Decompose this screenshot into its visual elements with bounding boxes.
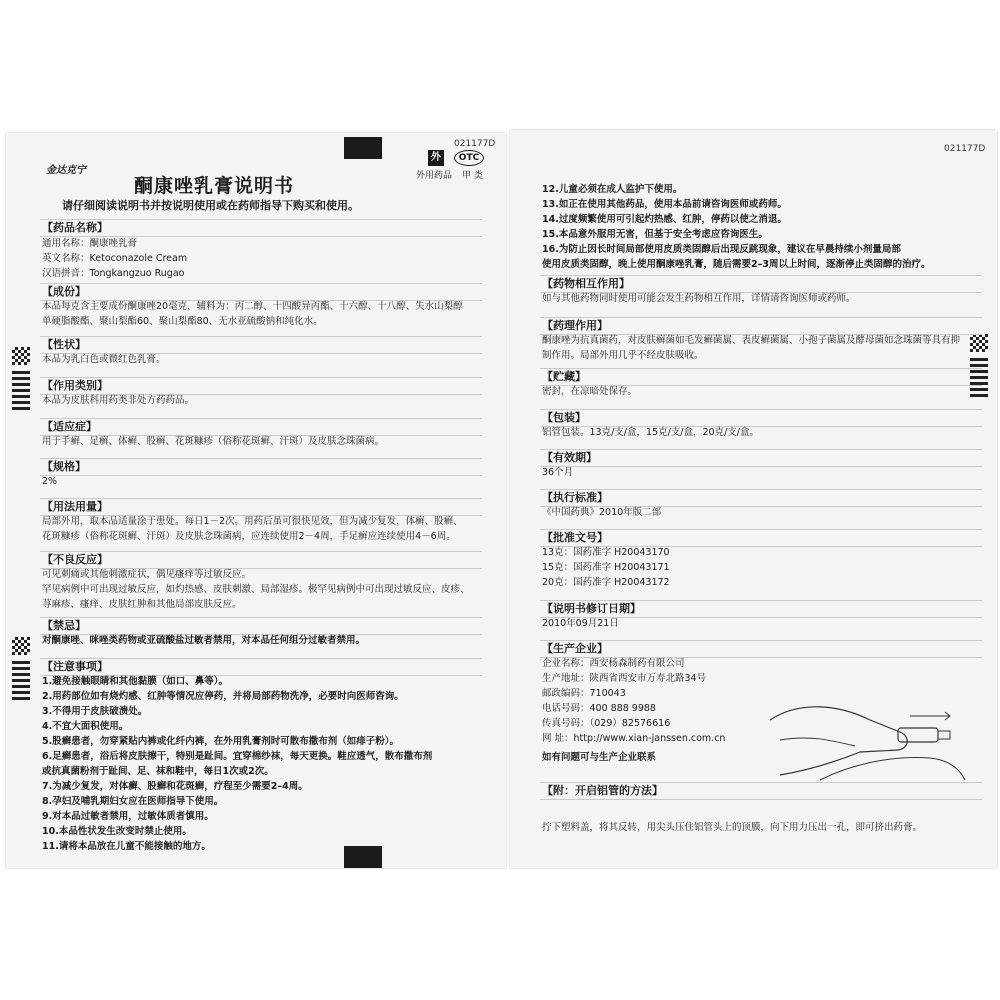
section-dosage-head: 【用法用量】 [40,498,482,516]
section-name-head: 【药品名称】 [40,219,482,237]
otc-class-label: 甲 类 [462,171,483,181]
section-interactions-body: 如与其他药物同时使用可能会发生药物相互作用，详情请咨询医师或药师。 [542,293,856,304]
barcode-icon [12,371,30,411]
tube-opening-illustration [760,680,980,790]
section-properties-body: 本品为乳白色或微红色乳膏。 [42,354,166,365]
section-pharmacology-body: 酮康唑为抗真菌药，对皮肤癣菌如毛发癣菌属、表皮癣菌属、小孢子菌属及酵母菌如念珠菌等具有抑 制作用。局部外用几乎不经皮肤吸收。 [542,335,961,361]
section-opening-head: 【附：开启铝管的方法】 [540,782,982,800]
section-storage-body: 密封，在凉暗处保存。 [542,386,638,397]
section-approval-body: 13克：国药准字 H20043170 15克：国药准字 H20043171 20克：国药准字 H20043172 [542,547,670,588]
leaflet-title: 酮康唑乳膏说明书 [134,175,295,197]
section-category-body: 本品为皮肤科用药类非处方药药品。 [42,395,195,406]
section-category-head: 【作用类别】 [40,377,482,395]
barcode-mark [12,633,34,701]
section-name-body: 通用名称：酮康唑乳膏 英文名称：Ketoconazole Cream 汉语拼音：Tongkangzuo Rugao [42,238,188,279]
brand-logo: 金达克宁 [46,165,86,176]
section-adverse-body: 可见刺痛或其他刺激症状，偶见瘙痒等过敏反应。 罕见病例中可出现过敏反应，如灼热感、皮肤刺激、局部湿疹。极罕见病例中可出现过敏反应、皮疹、 荨麻疹、瘙痒、皮肤红肿和其他局部皮肤反应。 [42,569,470,610]
qr-icon [12,347,30,365]
section-precautions-head: 【注意事项】 [40,658,482,676]
left-leaflet-page [6,133,506,868]
section-spec-head: 【规格】 [40,458,482,476]
section-manufacturer-head: 【生产企业】 [540,640,982,658]
section-ingredients-body: 本品每克含主要成份酮康唑20毫克，辅料为：丙二醇、十四酸异丙酯、十六醇、十八醇、失水山梨醇 单硬脂酸酯、聚山梨酯60、聚山梨酯80、无水亚硫酸钠和纯化水。 [42,301,463,327]
doc-code: 021177D [944,144,986,154]
section-standard-head: 【执行标准】 [540,489,982,507]
barcode-icon [12,661,30,701]
section-ingredients-head: 【成份】 [40,283,482,301]
doc-code: 021177D [454,139,496,149]
section-contra-body: 对酮康唑、咪唑类药物或亚硫酸盐过敏者禁用，对本品任何组分过敏者禁用。 [42,635,366,646]
contact-note: 如有问题可与生产企业联系 [542,752,657,763]
leaflet-subtitle: 请仔细阅读说明书并按说明使用或在药师指导下购买和使用。 [62,199,359,212]
section-opening-body: 拧下塑料盖，将其反转，用尖头压住铝管头上的顶膜，向下用力压出一孔，即可挤出药膏。 [542,822,923,833]
section-contra-head: 【禁忌】 [40,617,482,635]
section-spec-body: 2% [42,476,58,487]
section-standard-body: 《中国药典》2010年版二部 [542,507,662,518]
section-revision-body: 2010年09月21日 [542,618,619,629]
section-indications-body: 用于手癣、足癣、体癣、股癣、花斑糠疹（俗称花斑癣、汗斑）及皮肤念珠菌病。 [42,436,385,447]
section-approval-head: 【批准文号】 [540,529,982,547]
barcode-mark [12,343,34,411]
section-validity-body: 36个月 [542,467,574,478]
section-pharmacology-head: 【药理作用】 [540,317,982,335]
qr-icon [12,637,30,655]
section-adverse-head: 【不良反应】 [40,551,482,569]
section-package-body: 铝管包装。13克/支/盒，15克/支/盒，20克/支/盒。 [542,427,759,438]
section-package-head: 【包装】 [540,409,982,427]
right-leaflet-page [510,130,997,868]
section-interactions-head: 【药物相互作用】 [540,275,982,293]
print-mark [344,137,382,159]
external-use-label: 外用药品 [416,171,453,181]
external-use-badge: 外 [428,150,444,166]
section-storage-head: 【贮藏】 [540,368,982,386]
section-manufacturer-body: 企业名称：西安杨森制药有限公司 生产地址：陕西省西安市万寿北路34号 邮政编码：710043 电话号码：400 888 9988 传真号码：（029）82576616 网 址：http://www.xian-janssen.com.cn [542,658,726,744]
section-indications-head: 【适应症】 [40,418,482,436]
precautions-continued: 12.儿童必须在成人监护下使用。 13.如正在使用其他药品，使用本品前请咨询医师或药师。 14.过度频繁使用可引起灼热感、红肿，停药以使之消退。 15.本品意外服用无害，但基于安全考虑应咨询医生。 16.为防止因长时间局部使用皮质类固醇后出现反跳现象，建议在早晨持续小剂量局部 使用皮质类固醇，晚上使用酮康唑乳膏，随后需要2–3周以上时间，逐渐停止类固醇的治疗。 [542,184,931,270]
section-revision-head: 【说明书修订日期】 [540,600,982,618]
otc-badge: OTC [454,150,484,166]
section-properties-head: 【性状】 [40,336,482,354]
section-dosage-body: 局部外用，取本品适量涂于患处。每日1－2次。用药后虽可很快见效，但为减少复发，体癣、股癣、 花斑糠疹（俗称花斑癣、汗斑）及皮肤念珠菌病，应连续使用2－4周，手足癣应连续使用4－6周。 [42,516,463,542]
section-validity-head: 【有效期】 [540,449,982,467]
section-precautions-body: 1.避免接触眼睛和其他黏膜（如口、鼻等）。 2.用药部位如有烧灼感、红肿等情况应停药，并将局部药物洗净，必要时向医师咨询。 3.不得用于皮肤破溃处。 4.不宜大面积使用。 5.股癣患者，勿穿紧贴内裤或化纤内裤，在外用乳膏剂时可散布撒布剂（如痱子粉）。 6.足癣患者，浴后将皮肤擦干，特别是趾间。宜穿棉纱袜，每天更换。鞋应透气，散布撒布剂 或抗真菌粉剂于趾间、足、袜和鞋中，每日1次或2次。 7.为减少复发，对体癣、股癣和花斑癣，疗程至少需要2–4周。 8.孕妇及哺乳期妇女应在医师指导下使用。 9.对本品过敏者禁用，过敏体质者慎用。 10.本品性状发生改变时禁止使用。 11.请将本品放在儿童不能接触的地方。 [42,676,433,852]
